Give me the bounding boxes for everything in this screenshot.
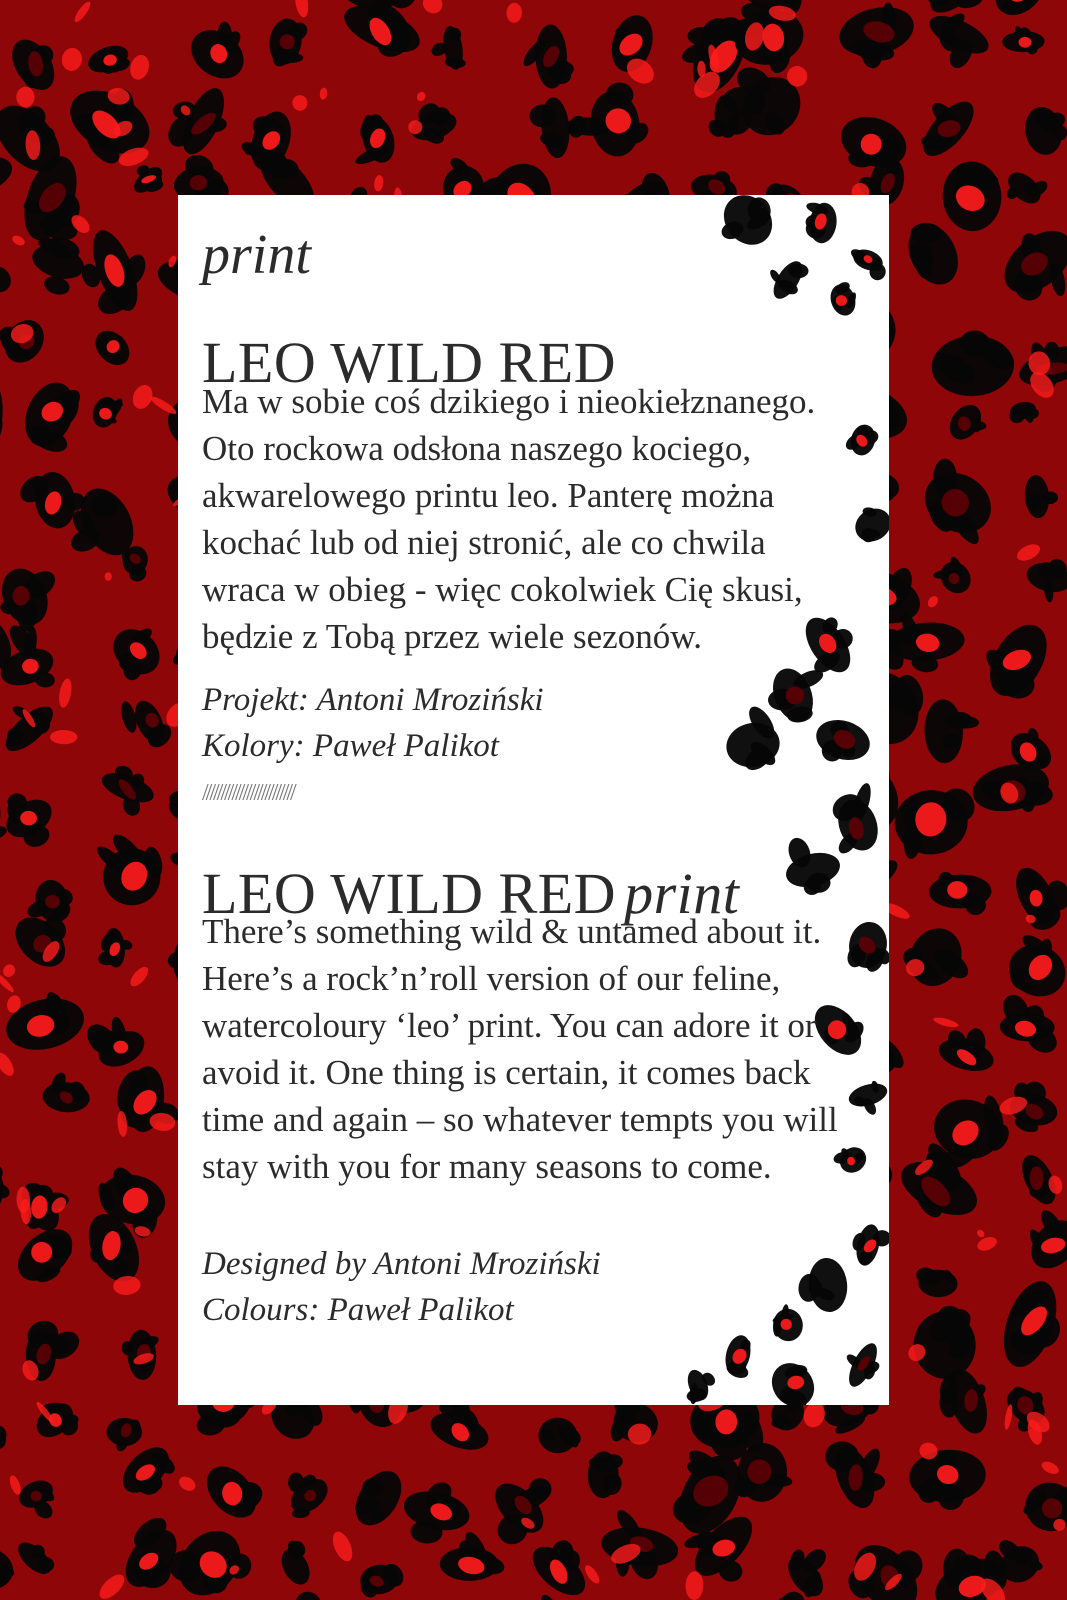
english-colour-credit: Colours: Paweł Palikot [202,1292,514,1328]
polish-kicker: print [202,224,311,286]
card-leopard-spot [768,257,809,304]
english-title: LEO WILD RED [202,861,617,927]
card-leopard-spot [846,1080,889,1117]
section-divider: ///////////////////////// [202,780,294,806]
card-spot-group [684,195,889,1405]
card-leopard-spot [684,1367,718,1404]
polish-colour-credit: Kolory: Paweł Palikot [202,728,499,764]
polish-designer-credit: Projekt: Antoni Mroziński [202,682,544,718]
polish-title: LEO WILD RED [202,329,617,395]
card-leopard-spot [849,502,889,548]
card-leopard-spot [782,835,843,898]
english-kicker: print [624,861,740,927]
card-leopard-spot [828,781,885,856]
card-leopard-spot [797,1256,850,1314]
english-description: There’s something wild & untamed about it. Here’s a rock’n’roll version of our feline, watercoloury ‘leo’ print. You can adore it or avoid it. One thing is certain, it comes back time and again – so whatever tempts you will stay with you for many seasons to come. [202,912,838,1186]
card-leopard-spot [843,1339,882,1390]
english-designer-credit: Designed by Antoni Mroziński [202,1246,601,1282]
card-leopard-spot [811,714,875,767]
card-leopard-spot [803,200,839,244]
polish-credits [202,677,802,769]
card-leopard-spot [827,280,860,319]
card-leopard-spot [850,1222,889,1268]
card-leopard-spot [714,195,782,255]
polish-description: Ma w sobie coś dzikiego i nieokiełznanego. Oto rockowa odsłona naszego kociego, akwarelowego printu leo. Panterę można kochać lub od niej stronić, ale co chwila wraca w obieg - więc cokolwiek Cię skusi, będzie z Tobą przez wiele sezonów. [202,382,816,656]
english-credits [202,1241,802,1333]
content-card [178,195,889,1405]
card-leopard-spot [722,1333,755,1381]
card-leopard-spot [848,246,886,282]
card-leopard-spot [763,1355,823,1405]
leopard-spot-lobe [288,1472,304,1492]
